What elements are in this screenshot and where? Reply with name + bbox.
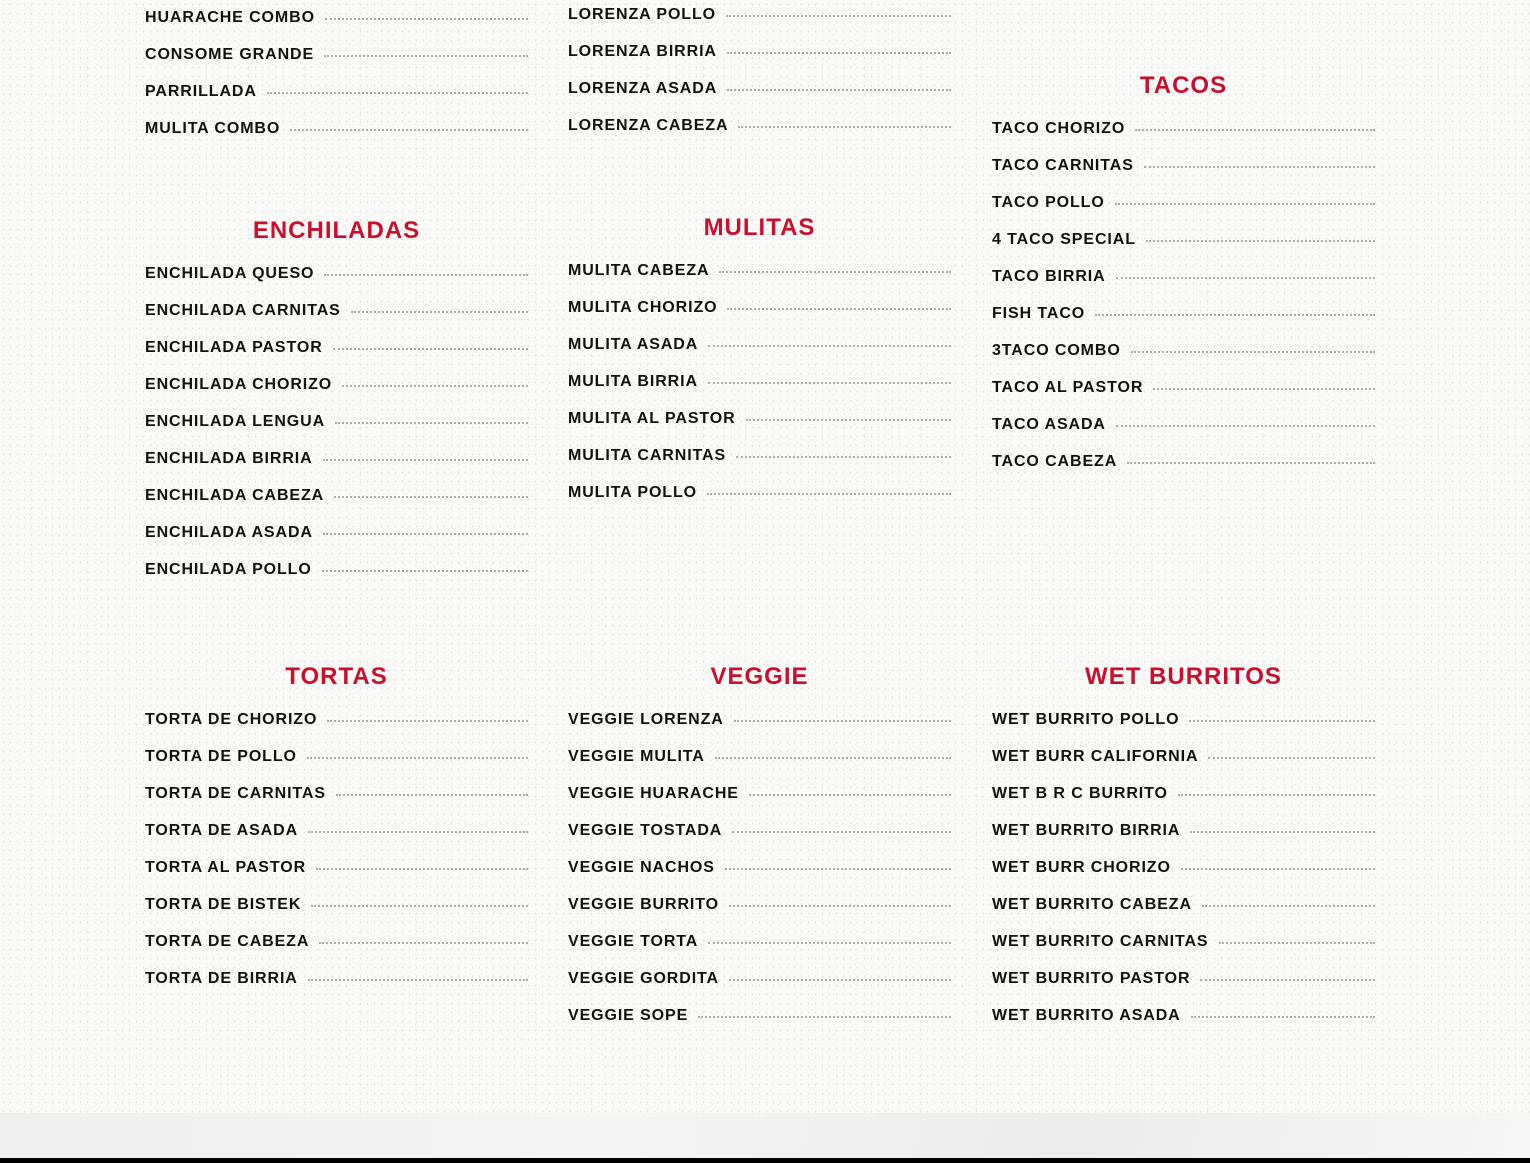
menu-item[interactable]: [145, 118, 528, 140]
dotted-leader: [1153, 388, 1375, 390]
menu-item[interactable]: [568, 297, 951, 319]
menu-item-name: WET BURRITO POLLO: [992, 711, 1180, 728]
dotted-leader: [316, 868, 528, 870]
menu-item-name: PARRILLADA: [145, 83, 257, 100]
section-heading: TACOS: [1139, 72, 1228, 99]
menu-item-name: ENCHILADA PASTOR: [145, 339, 323, 356]
dotted-leader: [1095, 314, 1375, 316]
dotted-leader: [1189, 720, 1375, 722]
dotted-leader: [1116, 277, 1375, 279]
dotted-leader: [734, 720, 951, 722]
menu-item[interactable]: [992, 303, 1375, 325]
menu-item-name: ENCHILADA QUESO: [145, 265, 315, 282]
dotted-leader: [1219, 942, 1375, 944]
menu-item[interactable]: [568, 1005, 951, 1027]
dotted-leader: [1200, 979, 1375, 981]
section-heading: MULITAS: [703, 214, 816, 241]
dotted-leader: [719, 271, 951, 273]
dotted-leader: [342, 385, 528, 387]
menu-item[interactable]: [992, 931, 1375, 953]
menu-item[interactable]: [992, 451, 1375, 473]
menu-item-name: VEGGIE HUARACHE: [568, 785, 739, 802]
menu-item-name: MULITA COMBO: [145, 120, 281, 137]
menu-item[interactable]: [568, 820, 951, 842]
menu-item[interactable]: [568, 41, 951, 63]
menu-item-name: VEGGIE LORENZA: [568, 711, 724, 728]
menu-item[interactable]: [568, 894, 951, 916]
menu-item[interactable]: [992, 340, 1375, 362]
dotted-leader: [1190, 831, 1375, 833]
menu-item-name: WET BURRITO PASTOR: [992, 970, 1191, 987]
dotted-leader: [311, 905, 528, 907]
dotted-leader: [727, 308, 951, 310]
menu-item[interactable]: [145, 448, 528, 470]
dotted-leader: [267, 92, 528, 94]
menu-item-name: ENCHILADA ASADA: [145, 524, 313, 541]
menu-item-name: TACO POLLO: [992, 194, 1105, 211]
menu-item[interactable]: [145, 746, 528, 768]
dotted-leader: [323, 533, 528, 535]
menu-item[interactable]: [145, 81, 528, 103]
menu-item[interactable]: [145, 894, 528, 916]
menu-item[interactable]: [992, 377, 1375, 399]
menu-item-name: VEGGIE SOPE: [568, 1007, 689, 1024]
menu-item-name: ENCHILADA POLLO: [145, 561, 312, 578]
menu-item[interactable]: [992, 894, 1375, 916]
dotted-leader: [698, 1016, 951, 1018]
menu-item[interactable]: [145, 857, 528, 879]
menu-item-name: VEGGIE TOSTADA: [568, 822, 723, 839]
menu-item[interactable]: [145, 300, 528, 322]
dotted-leader: [738, 126, 951, 128]
dotted-leader: [707, 493, 951, 495]
menu-item[interactable]: [568, 746, 951, 768]
menu-item[interactable]: [992, 266, 1375, 288]
menu-item[interactable]: [145, 7, 528, 29]
menu-item-name: TACO BIRRIA: [992, 268, 1106, 285]
menu-item-name: FISH TACO: [992, 305, 1086, 322]
menu-item-name: LORENZA ASADA: [568, 80, 718, 97]
dotted-leader: [1191, 1016, 1375, 1018]
dotted-leader: [308, 831, 528, 833]
menu-item-name: ENCHILADA CHORIZO: [145, 376, 333, 393]
dotted-leader: [324, 274, 528, 276]
menu-item-name: VEGGIE MULITA: [568, 748, 705, 765]
dotted-leader: [749, 794, 951, 796]
menu-item-name: MULITA CABEZA: [568, 262, 710, 279]
menu-item-name: MULITA CHORIZO: [568, 299, 718, 316]
dotted-leader: [715, 757, 951, 759]
menu-item[interactable]: [992, 155, 1375, 177]
dotted-leader: [1146, 240, 1375, 242]
dotted-leader: [1127, 462, 1375, 464]
menu-item[interactable]: [992, 229, 1375, 251]
menu-item-name: TACO AL PASTOR: [992, 379, 1144, 396]
menu-item-name: TORTA DE BISTEK: [145, 896, 302, 913]
menu-item[interactable]: [992, 968, 1375, 990]
dotted-leader: [308, 979, 528, 981]
dotted-leader: [351, 311, 528, 313]
dotted-leader: [746, 419, 951, 421]
menu-item[interactable]: [992, 414, 1375, 436]
menu-item-name: TACO CABEZA: [992, 453, 1118, 470]
menu-item[interactable]: [568, 445, 951, 467]
menu-item[interactable]: [145, 820, 528, 842]
dotted-leader: [307, 757, 528, 759]
dotted-leader: [1135, 129, 1375, 131]
menu-item-name: TACO CARNITAS: [992, 157, 1134, 174]
dotted-leader: [726, 15, 951, 17]
dotted-leader: [327, 720, 528, 722]
menu-item[interactable]: [992, 192, 1375, 214]
dotted-leader: [1144, 166, 1375, 168]
menu-item[interactable]: [568, 334, 951, 356]
menu-item-name: TORTA DE CABEZA: [145, 933, 310, 950]
footer: [0, 1113, 1530, 1158]
dotted-leader: [708, 345, 951, 347]
menu-item[interactable]: [568, 931, 951, 953]
menu-item[interactable]: [145, 263, 528, 285]
dotted-leader: [1202, 905, 1375, 907]
menu-item-name: HUARACHE COMBO: [145, 9, 315, 26]
menu-item-name: TORTA DE BIRRIA: [145, 970, 298, 987]
menu-item[interactable]: [145, 559, 528, 581]
menu-item-name: TORTA DE CARNITAS: [145, 785, 326, 802]
dotted-leader: [725, 868, 951, 870]
dotted-leader: [727, 89, 951, 91]
menu-item[interactable]: [568, 115, 951, 137]
menu-item-name: LORENZA POLLO: [568, 6, 716, 23]
menu-item[interactable]: [145, 411, 528, 433]
menu-item-name: TACO ASADA: [992, 416, 1106, 433]
menu-item[interactable]: [145, 968, 528, 990]
menu-item-name: MULITA ASADA: [568, 336, 699, 353]
section-heading: WET BURRITOS: [1085, 663, 1282, 690]
menu-item-name: VEGGIE NACHOS: [568, 859, 715, 876]
menu-item[interactable]: [992, 783, 1375, 805]
dotted-leader: [1178, 794, 1375, 796]
menu-item[interactable]: [145, 485, 528, 507]
menu-item-name: WET BURR CHORIZO: [992, 859, 1171, 876]
menu-item-name: WET BURRITO CARNITAS: [992, 933, 1209, 950]
menu-item-name: WET BURR CALIFORNIA: [992, 748, 1199, 765]
dotted-leader: [1115, 203, 1375, 205]
menu-item-name: WET BURRITO ASADA: [992, 1007, 1181, 1024]
menu-item[interactable]: [145, 931, 528, 953]
menu-item[interactable]: [145, 522, 528, 544]
menu-item-name: TORTA AL PASTOR: [145, 859, 307, 876]
menu-item[interactable]: [568, 4, 951, 26]
menu-item[interactable]: [568, 371, 951, 393]
menu-item-name: LORENZA CABEZA: [568, 117, 729, 134]
menu-item-name: VEGGIE TORTA: [568, 933, 699, 950]
menu-item[interactable]: [568, 857, 951, 879]
dotted-leader: [323, 459, 528, 461]
dotted-leader: [319, 942, 528, 944]
dotted-leader: [324, 55, 528, 57]
menu-item[interactable]: [145, 783, 528, 805]
menu-item-name: LORENZA BIRRIA: [568, 43, 717, 60]
dotted-leader: [1116, 425, 1375, 427]
menu-item[interactable]: [568, 260, 951, 282]
dotted-leader: [336, 794, 528, 796]
menu-item-name: WET B R C BURRITO: [992, 785, 1168, 802]
menu-item-name: MULITA AL PASTOR: [568, 410, 736, 427]
menu-item[interactable]: [992, 820, 1375, 842]
menu-item[interactable]: [145, 374, 528, 396]
menu-item-name: WET BURRITO CABEZA: [992, 896, 1192, 913]
dotted-leader: [727, 52, 951, 54]
menu-item[interactable]: [992, 857, 1375, 879]
menu-item[interactable]: [568, 482, 951, 504]
menu-item-name: TORTA DE ASADA: [145, 822, 299, 839]
menu-item-name: TACO CHORIZO: [992, 120, 1126, 137]
dotted-leader: [334, 496, 528, 498]
menu-item[interactable]: [568, 968, 951, 990]
menu-item-name: 3TACO COMBO: [992, 342, 1121, 359]
menu-item[interactable]: [992, 1005, 1375, 1027]
dotted-leader: [325, 18, 528, 20]
menu-item-name: ENCHILADA BIRRIA: [145, 450, 313, 467]
footer-bar: [0, 1158, 1530, 1163]
dotted-leader: [1131, 351, 1375, 353]
menu-item-name: ENCHILADA LENGUA: [145, 413, 326, 430]
dotted-leader: [322, 570, 528, 572]
dotted-leader: [333, 348, 528, 350]
menu-item-name: MULITA CARNITAS: [568, 447, 727, 464]
menu-item[interactable]: [568, 783, 951, 805]
menu-item-name: CONSOME GRANDE: [145, 46, 315, 63]
dotted-leader: [732, 831, 951, 833]
menu-item-name: TORTA DE CHORIZO: [145, 711, 318, 728]
dotted-leader: [1208, 757, 1375, 759]
menu-item[interactable]: [145, 337, 528, 359]
dotted-leader: [290, 129, 528, 131]
menu-item-name: ENCHILADA CARNITAS: [145, 302, 341, 319]
menu-item[interactable]: [568, 78, 951, 100]
section-heading: TORTAS: [285, 663, 388, 690]
dotted-leader: [708, 382, 951, 384]
menu-item[interactable]: [568, 408, 951, 430]
menu-item-name: ENCHILADA CABEZA: [145, 487, 325, 504]
dotted-leader: [335, 422, 528, 424]
menu-item-name: VEGGIE BURRITO: [568, 896, 719, 913]
dotted-leader: [729, 905, 951, 907]
menu-item-name: VEGGIE GORDITA: [568, 970, 719, 987]
dotted-leader: [729, 979, 951, 981]
menu-item-name: 4 TACO SPECIAL: [992, 231, 1136, 248]
section-heading: VEGGIE: [710, 663, 809, 690]
dotted-leader: [708, 942, 951, 944]
menu-item-name: TORTA DE POLLO: [145, 748, 297, 765]
section-heading: ENCHILADAS: [252, 217, 421, 244]
menu-item[interactable]: [992, 746, 1375, 768]
menu-item-name: WET BURRITO BIRRIA: [992, 822, 1181, 839]
menu-item[interactable]: [145, 709, 528, 731]
menu-item[interactable]: [568, 709, 951, 731]
menu-item[interactable]: [145, 44, 528, 66]
menu-item-name: MULITA BIRRIA: [568, 373, 698, 390]
menu-item-name: MULITA POLLO: [568, 484, 698, 501]
menu-item[interactable]: [992, 118, 1375, 140]
dotted-leader: [1181, 868, 1375, 870]
dotted-leader: [736, 456, 951, 458]
menu-item[interactable]: [992, 709, 1375, 731]
